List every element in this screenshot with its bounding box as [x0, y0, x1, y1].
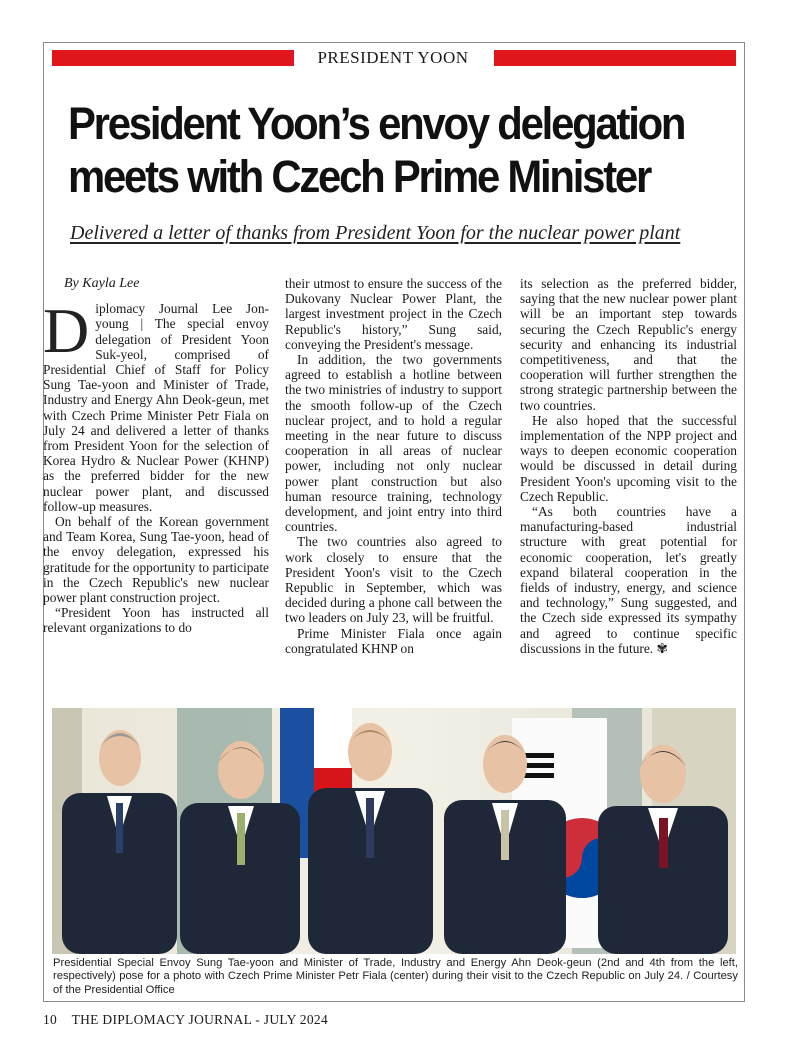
delegation-photo — [52, 708, 736, 954]
headline-line-2: meets with Czech Prime Minister — [68, 151, 651, 202]
byline: By Kayla Lee — [64, 276, 140, 291]
article-paragraph: On behalf of the Korean government and Team Korea, Sung Tae-yoon, head of the envoy delegation, expressed his gratitude for the opportunity to participate in the Czech Republic's new nuclear power plant construction project. — [43, 514, 269, 606]
article-paragraph: Diplomacy Journal Lee Jon-young | The special envoy delegation of President Yoon Suk-yeol, comprised of Presidential Chief of Staff for Policy Sung Tae-yoon and Minister of Trade, Industry and Energy Ahn Deok-geun, met with Czech Prime Minister Petr Fiala on July 24 and delivered a letter of thanks from President Yoon for the selection of Korea Hydro & Nuclear Power (KHNP) as the preferred bidder for the new nuclear power plant, and discussed follow-up measures. — [43, 295, 269, 514]
article-column-1 — [43, 276, 269, 636]
end-mark-icon: ✾ — [656, 640, 668, 656]
page-number: 10 — [43, 1012, 58, 1027]
article-column-3 — [520, 276, 737, 656]
article-column-2 — [285, 276, 502, 656]
article-paragraph: its selection as the preferred bidder, saying that the new nuclear power plant will be an important step towards securing the Czech Republic's energy security and enhancing its industrial competitiveness, and that the cooperation will further strengthen the strong strategic partnership between the two countries. — [520, 276, 737, 413]
article-paragraph: their utmost to ensure the success of the Dukovany Nuclear Power Plant, the largest investment project in the Czech Republic's history,” Sung said, conveying the President's message. — [285, 276, 502, 352]
headline-line-1: President Yoon’s envoy delegation — [68, 98, 685, 149]
article-paragraph: In addition, the two governments agreed to establish a hotline between the two ministries of industry to support the smooth follow-up of the Czech nuclear project, and to hold a regular meeting in the near future to discuss cooperation in all areas of nuclear power, including not only nuclear power plant construction but also human resource training, technology development, and joint entry into third countries. — [285, 352, 502, 535]
section-label: PRESIDENT YOON — [317, 48, 469, 67]
page-footer — [43, 1012, 328, 1028]
photo-caption: Presidential Special Envoy Sung Tae-yoon and Minister of Trade, Industry and Energy Ahn Deok-geun (2nd and 4th from the left, respectively) pose for a photo with Czech Prime Minister Petr Fiala (center) during their visit to the Czech Republic on July 24. / Courtesy of the Presidential Office — [53, 957, 738, 996]
article-paragraph: He also hoped that the successful implementation of the NPP project and ways to deepen economic cooperation would be discussed in detail during President Yoon's upcoming visit to the Czech Republic. — [520, 412, 737, 504]
headline — [68, 97, 700, 203]
article-paragraph: Prime Minister Fiala once again congratulated KHNP on — [285, 625, 502, 656]
publication-name: THE DIPLOMACY JOURNAL - JULY 2024 — [71, 1012, 328, 1027]
article-paragraph: “President Yoon has instructed all relevant organizations to do — [43, 605, 269, 636]
section-bar-left — [52, 50, 294, 66]
subheadline: Delivered a letter of thanks from President Yoon for the nuclear power plant — [70, 222, 681, 244]
drop-cap: D — [43, 295, 90, 367]
article-paragraph: “As both countries have a manufacturing-based industrial structure with great potential for economic cooperation, let's greatly expand bilateral cooperation in the fields of industry, energy, and science and technology,” Sung suggested, and the Czech side expressed its sympathy and agreed to continue specific discussions in the future. ✾ — [520, 504, 737, 656]
article-paragraph: The two countries also agreed to work closely to ensure that the President Yoon's visit to the Czech Republic in September, which was decided during a phone call between the two leaders on July 23, will be fruitful. — [285, 534, 502, 626]
section-bar-right — [494, 50, 736, 66]
